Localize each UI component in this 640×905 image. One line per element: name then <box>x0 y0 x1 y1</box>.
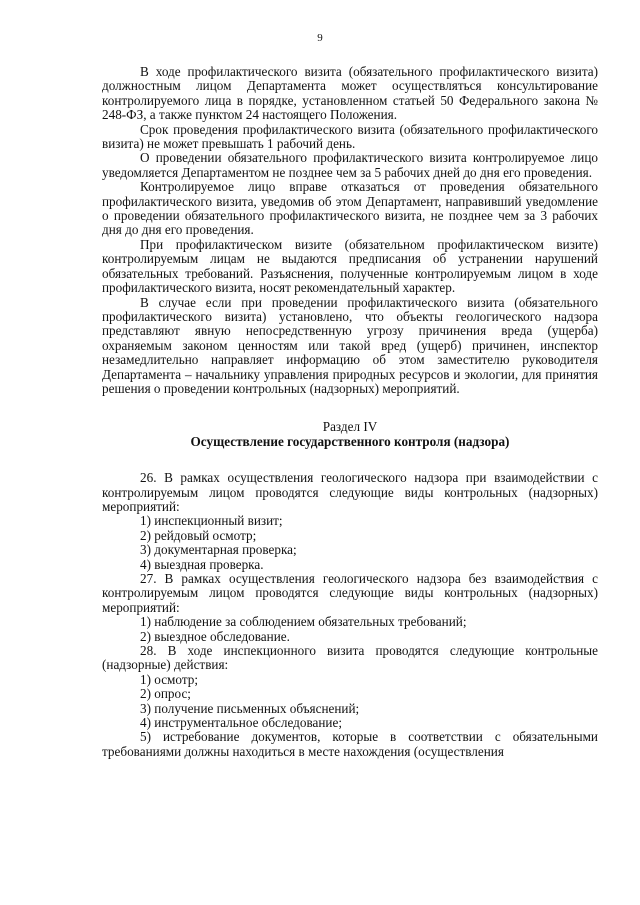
section-label: Раздел IV <box>322 419 378 435</box>
item-26-intro: 26. В рамках осуществления геологического надзора при взаимодействии с контролируемым лицом проводятся следующие виды контрольных (надзорных) мероприятий: <box>102 470 598 514</box>
item-28-last-entry: 5) истребование документов, которые в соответствии с обязательными требованиями должны находиться в месте нахождения (осуществления <box>102 729 598 759</box>
list-item: 3) документарная проверка; <box>140 542 297 558</box>
list-item: 2) рейдовый осмотр; <box>140 527 257 543</box>
section-title: Осуществление государственного контроля (надзора) <box>190 433 510 449</box>
paragraph-refusal: Контролируемое лицо вправе отказаться от проведения обязательного профилактического визита, уведомив об этом Департамент, направивший уведомление о проведении обязательного профилактического визита, не позднее чем за 3 рабочих дня до дня его проведения. <box>102 179 598 238</box>
item-27-intro: 27. В рамках осуществления геологического надзора без взаимодействия с контролируемым лицом проводятся следующие виды контрольных (надзорных) мероприятий: <box>102 571 598 615</box>
paragraph-consultation: В ходе профилактического визита (обязательного профилактического визита) должностным лицом Департамента может осуществляться консультирование контролируемого лица в порядке, установленном статьей 50 Федерального закона № 248-ФЗ, а также пунктом 24 настоящего Положения. <box>102 64 598 123</box>
list-item: 1) осмотр; <box>140 671 199 687</box>
document-body <box>102 65 598 759</box>
item-27-list <box>102 615 598 644</box>
paragraph-notification: О проведении обязательного профилактического визита контролируемое лицо уведомляется Департаментом не позднее чем за 5 рабочих дней до дня его проведения. <box>102 150 598 180</box>
list-item: 4) инструментальное обследование; <box>140 715 342 731</box>
list-item: 2) опрос; <box>140 686 191 702</box>
item-26-list <box>102 514 598 572</box>
paragraph-threat: В случае если при проведении профилактического визита (обязательного профилактического визита) установлено, что объекты геологического надзора представляют явную непосредственную угрозу причинения вреда (ущерба) охраняемым законом ценностям или такой вред (ущерб) причинен, инспектор незамедлительно направляет информацию об этом заместителю руководителя Департамента – начальнику управления природных ресурсов и экологии, для принятия решения о проведении контрольных (надзорных) мероприятий. <box>102 294 598 396</box>
list-item: 3) получение письменных объяснений; <box>140 700 360 716</box>
paragraph-visit-duration: Срок проведения профилактического визита (обязательного профилактического визита) не может превышать 1 рабочий день. <box>102 121 598 152</box>
paragraph-no-orders: При профилактическом визите (обязательном профилактическом визите) контролируемым лицам не выдаются предписания об устранении нарушений обязательных требований. Разъяснения, полученные контролируемым лицом в ходе профилактического визита, носят рекомендательный характер. <box>102 236 598 296</box>
page-number: 9 <box>317 32 323 44</box>
item-28-intro: 28. В ходе инспекционного визита проводятся следующие контрольные (надзорные) действия: <box>102 643 598 673</box>
list-item: 2) выездное обследование. <box>140 628 290 644</box>
list-item: 1) инспекционный визит; <box>140 513 283 529</box>
list-item: 1) наблюдение за соблюдением обязательных требований; <box>140 614 467 630</box>
list-item: 4) выездная проверка. <box>140 556 264 572</box>
item-28-list <box>102 673 598 731</box>
